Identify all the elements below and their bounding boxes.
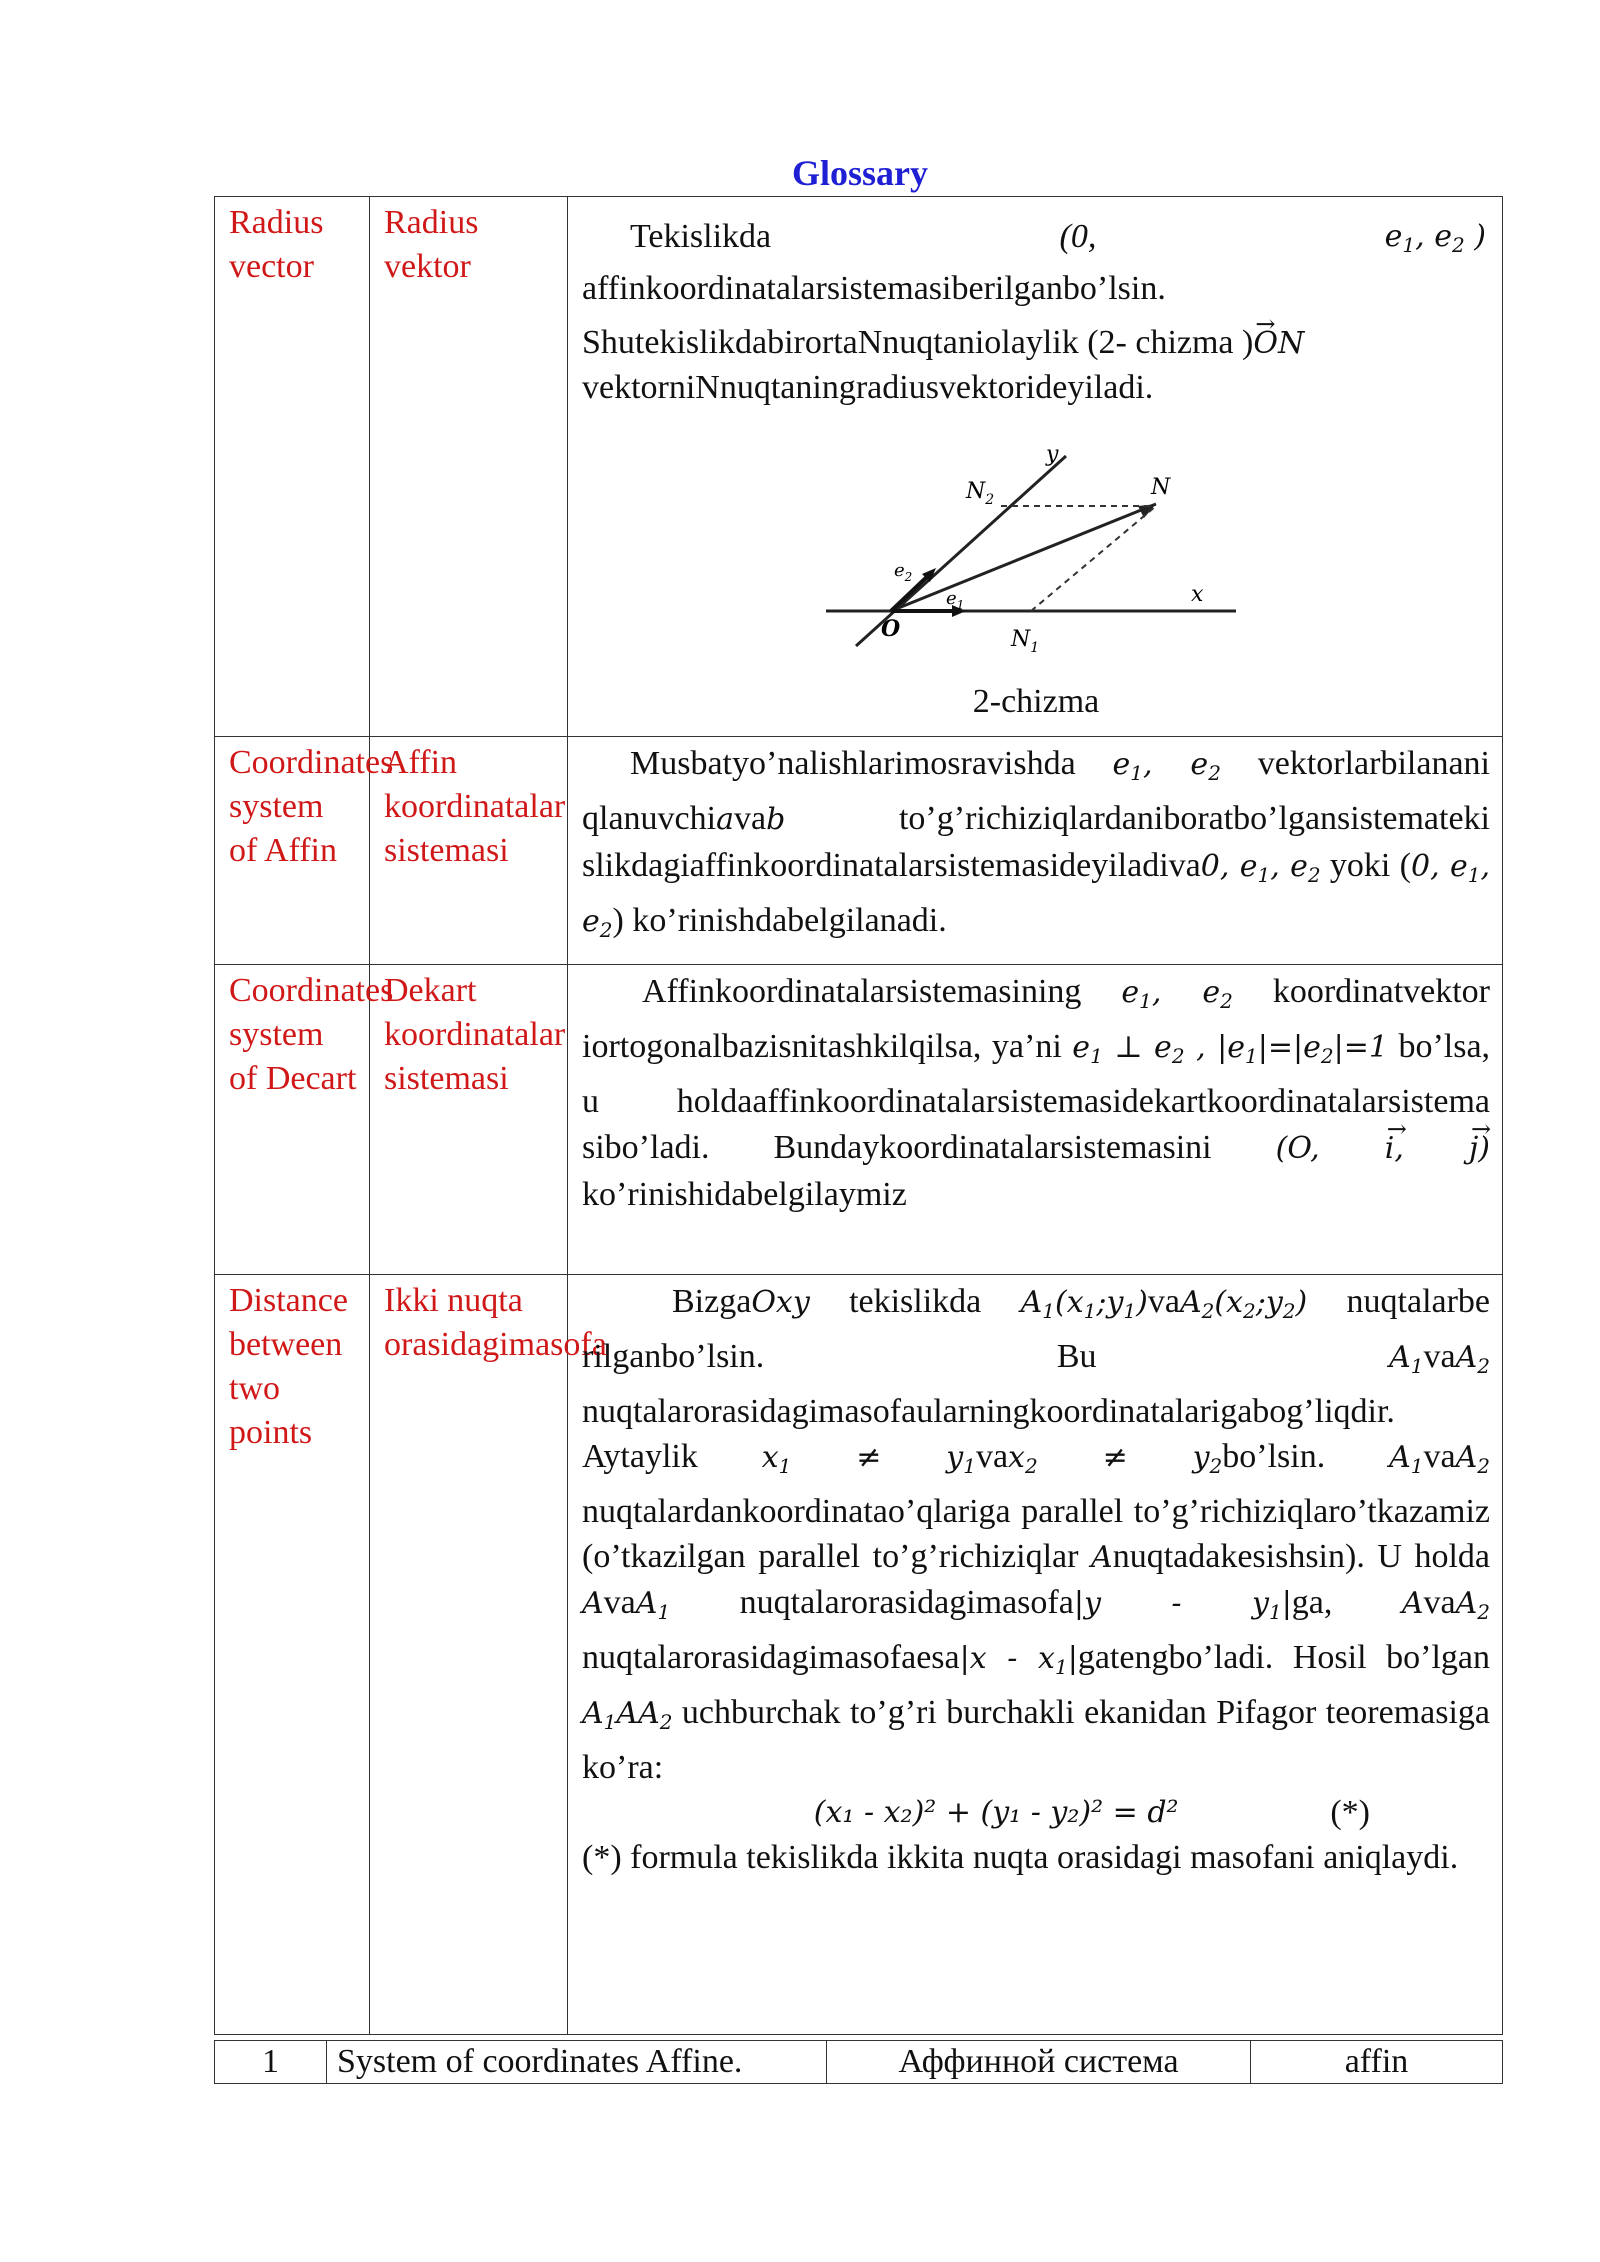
term-uzbek: Ikki nuqta orasidagimasofa — [370, 1275, 568, 2035]
term-uzbek: Radius vektor — [370, 197, 568, 737]
glossary-row-radius-vector — [215, 197, 1503, 737]
dashed-line-n1-n — [1031, 506, 1156, 611]
desc-paragraph: Tekislikda (0, $e_1$, $e_2$ ) — [582, 215, 1490, 267]
label-n1: $N_1$ — [1011, 627, 1040, 656]
term-english: Coordinates system of Affin — [215, 737, 370, 965]
glossary-row-affin — [215, 737, 1503, 965]
term-english: Radius vector — [215, 197, 370, 737]
glossary-row-distance — [215, 1275, 1503, 2035]
basis-vectors: $e_1$, $e_2$ ) — [1384, 219, 1486, 257]
glossary-row-decart — [215, 965, 1503, 1275]
radius-vector-line — [891, 504, 1156, 611]
glossary-table — [214, 196, 1503, 2035]
vector-on: → ON — [1253, 322, 1304, 366]
label-e1: $e_1$ — [946, 588, 965, 612]
label-x: x — [1191, 582, 1204, 607]
formula-tag: (*) — [1330, 1794, 1370, 1831]
distance-formula: (x₁ - x₂)² + (y₁ - y₂)² = d² — [813, 1795, 1179, 1830]
term-description: Affinkoordinatalarsistemasining $e_1$, $e_2$ koordinatvektor iortogonalbazisnitashkilqilsa, ya’ni $e_1$ ⊥ $e_2$ , $|e_1|=|e_2|=1$ bo’lsa, u holdaaffinkoordinatalarsistemasidekartkoordinatalarsistema sibo’ladi. Bundaykoordinatalarsistemasini (O, → i, → j) ko’rinishidabelgilaymiz — [568, 965, 1503, 1275]
figure-caption: 2-chizma — [972, 683, 1100, 720]
label-o: O — [881, 616, 901, 642]
row-number: 1 — [215, 2041, 327, 2084]
term-uzbek: Affin koordinatalar sistemasi — [370, 737, 568, 965]
term-uzbek: affin — [1251, 2041, 1503, 2084]
term-english: Coordinates system of Decart — [215, 965, 370, 1275]
page-title: Glossary — [791, 153, 928, 193]
label-n: N — [1151, 475, 1171, 500]
bottom-table — [214, 2040, 1503, 2084]
desc-paragraph: affinkoordinatalarsistemasiberilganbo’lsin. — [582, 270, 1166, 307]
term-description: BizgaOxy tekislikda $A_1(x_1;y_1)vaA_2(x_2;y_2)$ nuqtalarbe rilganbo’lsin. Bu $A_1vaA_2$ nuqtalarorasidagimasofaularningkoordinatalarigabog’liqdir. Aytaylik $x_1 \ne y_1vax_2$ ≠ $y_2bo’lsin$. $A_1vaA_2$ nuqtalardankoordinatao’qlariga parallel to’g’richiziqlaro’tkazamiz (o’tkazilgan parallel to’g’richiziqlar Anuqtadakesishsin). U holda AvaA$_1$ nuqtalarorasidagimasofa|y - $y_1|ga$, AvaA$_2$ nuqtalarorasidagimasofaesa|x - $x_1|gatengbo’ladi$. Hosil bo’lgan $A_1AA_2$ uchburchak to’g’ri burchakli ekanidan Pifagor teoremasiga ko’ra: (x₁ - x₂)² + (y₁ - y₂)² = d² (*) (*) formula tekislikda ikkita nuqta orasidagi masofani aniqlaydi. — [568, 1275, 1503, 2035]
label-n2: $N_2$ — [966, 479, 995, 508]
label-y: y — [1046, 442, 1059, 467]
desc-paragraph: vektorniNnuqtaningradiusvektorideyiladi. — [582, 369, 1154, 406]
term-description — [568, 197, 1503, 737]
formula-row — [582, 1790, 1490, 1835]
table-row — [215, 2041, 1503, 2084]
term-english: Distance between two points — [215, 1275, 370, 2035]
term-uzbek: Dekart koordinatalar sistemasi — [370, 965, 568, 1275]
term-russian: Аффинной система — [827, 2041, 1251, 2084]
desc-paragraph: ShutekislikdabirortaNnuqtaniolaylik (2- chizma )→ ON — [582, 321, 1490, 366]
term-description: Musbatyo’nalishlarimosravishda $e_1$, $e_2$ vektorlarbilanani qlanuvchiavab to’g’richiziqlardaniboratbo’lgansistemateki slikdagiaffinkoordinatalarsistemasideyiladiva0, $e_1$, $e_2$ yoki (0, $e_1$, $e_2$) ko’rinishdabelgilanadi. — [568, 737, 1503, 965]
affine-diagram — [816, 436, 1256, 666]
figure-affine-coordinates — [582, 436, 1490, 678]
term-english: System of coordinates Affine. — [327, 2041, 827, 2084]
label-e2: $e_2$ — [894, 560, 913, 584]
